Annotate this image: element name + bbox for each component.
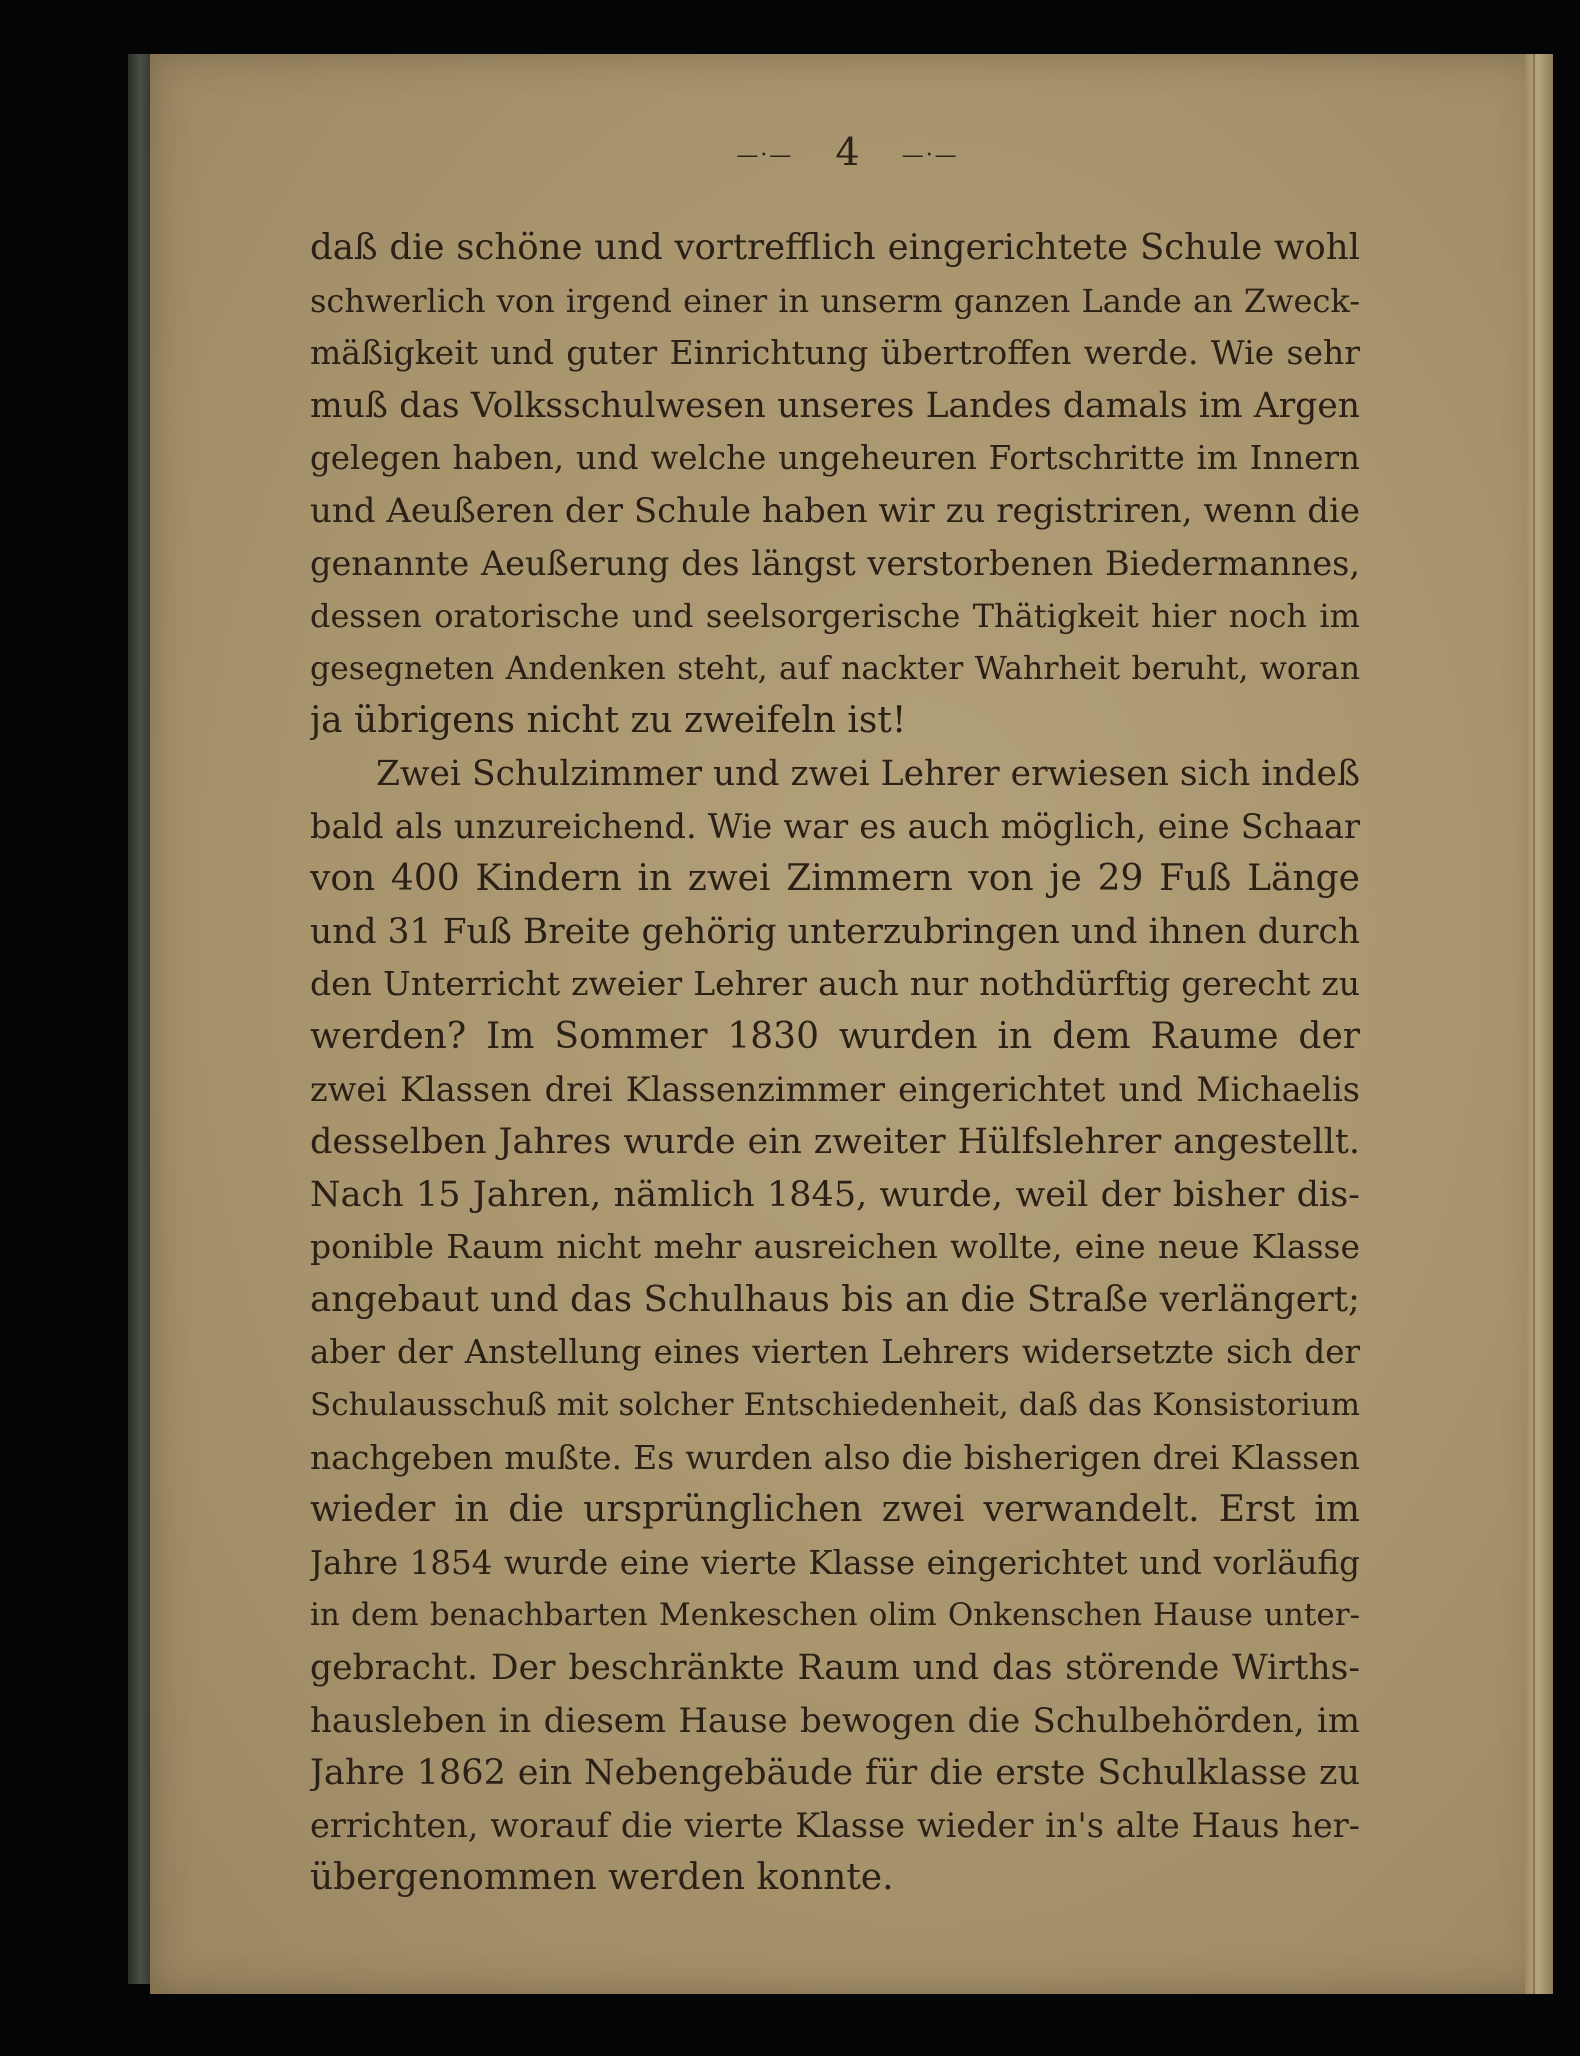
header-ornament-left: —·— — [736, 143, 794, 168]
text-line: Jahre 1862 ein Nebengebäude für die erste Schulklasse zu — [310, 1753, 1360, 1794]
text-line: hausleben in diesem Hause bewogen die Schulbehörden, im — [310, 1700, 1360, 1741]
paragraph-start-line: Zwei Schulzimmer und zwei Lehrer erwiesen sich indeß — [376, 753, 1360, 794]
text-line: gebracht. Der beschränkte Raum und das störende Wirths- — [310, 1648, 1360, 1689]
text-line: schwerlich von irgend einer in unserm ganzen Lande an Zweck- — [310, 281, 1360, 320]
text-line: ponible Raum nicht mehr ausreichen wollte, eine neue Klasse — [310, 1227, 1360, 1267]
text-line: den Unterricht zweier Lehrer auch nur nothdürftig gerecht zu — [310, 964, 1360, 1004]
text-line: mäßigkeit und guter Einrichtung übertroffen werde. Wie sehr — [310, 333, 1360, 373]
page-number: 4 — [835, 130, 860, 174]
text-line: gesegneten Andenken steht, auf nackter Wahrheit beruht, woran — [310, 650, 1360, 687]
header-ornament-right: —·— — [901, 143, 959, 168]
text-line: Jahre 1854 wurde eine vierte Klasse eingerichtet und vorläufig — [310, 1543, 1360, 1582]
text-line: wieder in die ursprünglichen zwei verwandelt. Erst im — [310, 1489, 1360, 1531]
text-line: dessen oratorische und seelsorgerische Thätigkeit hier noch im — [310, 597, 1360, 636]
page-edge — [1525, 54, 1553, 1994]
text-line: gelegen haben, und welche ungeheuren Fortschritte im Innern — [310, 439, 1360, 478]
text-line: daß die schöne und vortrefflich eingerichtete Schule wohl — [310, 227, 1360, 268]
text-line: von 400 Kindern in zwei Zimmern von je 29 Fuß Länge — [310, 858, 1360, 900]
text-line: und Aeußeren der Schule haben wir zu registriren, wenn die — [310, 490, 1360, 531]
text-line: und 31 Fuß Breite gehörig unterzubringen und ihnen durch — [310, 911, 1360, 952]
text-line: Schulausschuß mit solcher Entschiedenheit, daß das Konsistorium — [310, 1387, 1360, 1424]
text-line: angebaut und das Schulhaus bis an die Straße verlängert; — [310, 1278, 1360, 1320]
body-text — [310, 222, 1360, 1905]
paragraph-end-line: übergenommen werden konnte. — [310, 1857, 894, 1899]
text-line: bald als unzureichend. Wie war es auch möglich, eine Schaar — [310, 806, 1360, 846]
text-line: in dem benachbarten Menkeschen olim Onkenschen Hause unter- — [310, 1597, 1360, 1634]
text-line: muß das Volksschulwesen unseres Landes damals im Argen — [310, 385, 1360, 426]
text-line: desselben Jahres wurde ein zweiter Hülfslehrer angestellt. — [310, 1122, 1360, 1163]
paragraph-end-line: ja übrigens nicht zu zweifeln ist! — [310, 700, 907, 742]
text-line: genannte Aeußerung des längst verstorbenen Biedermannes, — [310, 543, 1360, 583]
text-line: nachgeben mußte. Es wurden also die bisherigen drei Klassen — [310, 1437, 1360, 1477]
text-line: Nach 15 Jahren, nämlich 1845, wurde, weil der bisher dis- — [310, 1174, 1360, 1215]
text-line: errichten, worauf die vierte Klasse wieder in's alte Haus her- — [310, 1805, 1360, 1845]
text-line: aber der Anstellung eines vierten Lehrers widersetzte sich der — [310, 1333, 1360, 1372]
page-header — [150, 130, 1545, 174]
text-line: zwei Klassen drei Klassenzimmer eingerichtet und Michaelis — [310, 1069, 1360, 1109]
text-line: werden? Im Sommer 1830 wurden in dem Raume der — [310, 1015, 1360, 1057]
